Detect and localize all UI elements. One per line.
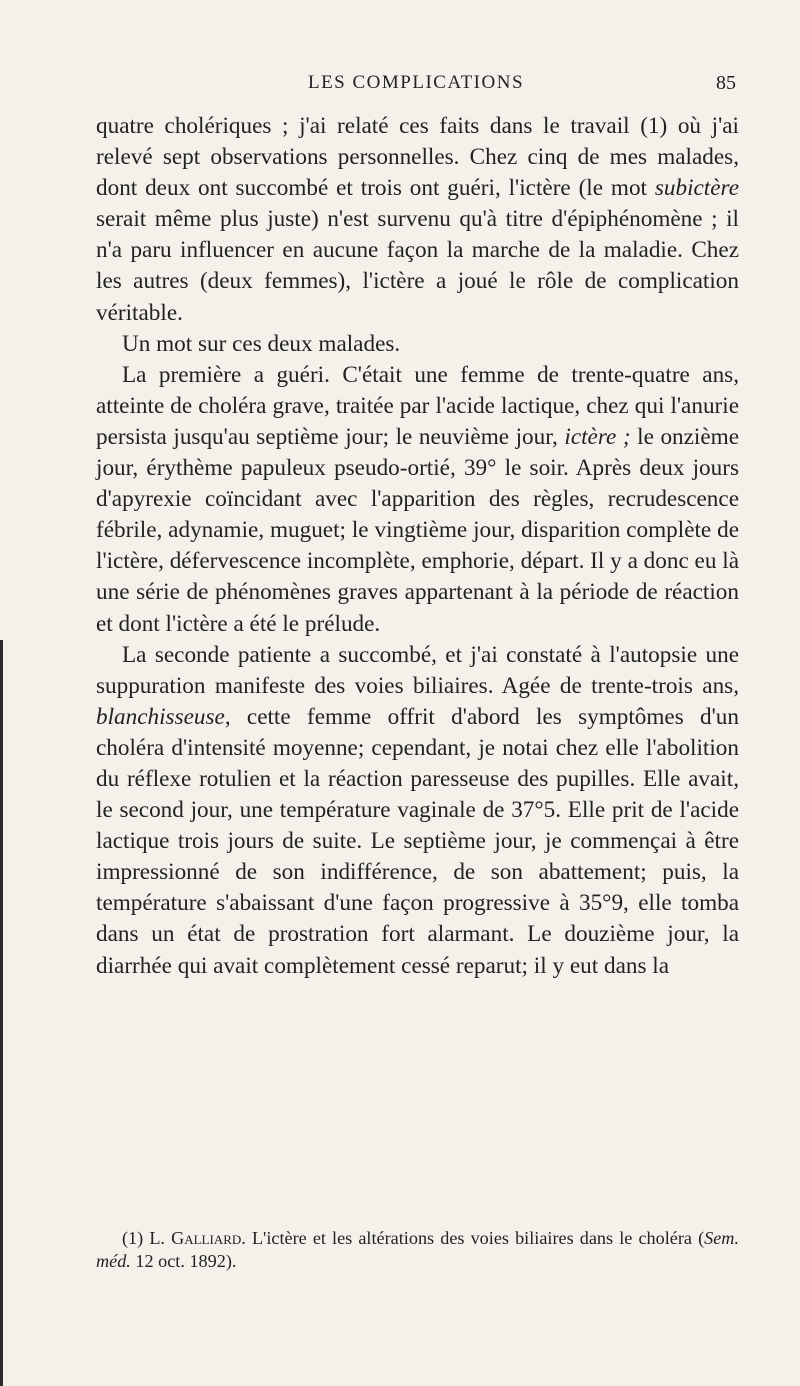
body-text — [96, 111, 739, 982]
text-run: (1) L. — [122, 1228, 172, 1248]
paragraph — [96, 111, 739, 329]
text-run: , cette femme offrit d'abord les symptômes d'un choléra d'intensité moyenne; cependant, je notai chez elle l'abolition du réflexe rotulien et la réaction paresseuse des pupilles. Elle avait, le second jour, une température vaginale de 37°5. Elle prit de l'acide lactique trois jours de suite. Le septième jour, je commençai à être impressionné de son indifférence, de son abattement; puis, la température s'abaissant d'une façon progressive à 35°9, elle tomba dans un état de prostration fort alarmant. Le douzième jour, la diarrhée qui avait complètement cessé reparut; il y eut dans la — [96, 703, 739, 979]
text-run: quatre cholériques ; j'ai relaté ces faits dans le travail (1) où j'ai relevé sept observations personnelles. Chez cinq de mes malades, dont deux ont succombé et trois ont guéri, l'ictère (le mot — [96, 113, 739, 202]
italic-text: ictère ; — [564, 423, 631, 450]
footnote — [96, 1227, 739, 1273]
text-run: Un mot sur ces deux malades. — [122, 330, 401, 357]
italic-text: Sem. méd. — [96, 1228, 739, 1271]
text-run: 12 oct. 1892). — [130, 1251, 237, 1271]
page-number: 85 — [716, 72, 736, 94]
text-run: La première a guéri. C'était une femme de trente-quatre ans, atteinte de choléra grave, traitée par l'acide lactique, chez qui l'anurie persista jusqu'au septième jour; le neuvième jour, — [96, 361, 739, 450]
paragraph — [96, 360, 739, 640]
italic-text: subictère — [654, 175, 739, 202]
author-name: Galliard — [171, 1228, 242, 1248]
text-run: La seconde patiente a succombé, et j'ai constaté à l'autopsie une suppuration manifeste des voies biliaires. Agée de trente-trois ans, — [96, 641, 739, 699]
paragraph — [96, 329, 739, 360]
paragraph — [96, 640, 739, 982]
page-edge-line — [0, 640, 3, 1386]
running-title: LES COMPLICATIONS — [307, 72, 525, 93]
text-run: le onzième jour, érythème papuleux pseudo-ortié, 39° le soir. Après deux jours d'apyrexie coïncidant avec l'apparition des règles, recrudescence fébrile, adynamie, muguet; le vingtième jour, disparition complète de l'ictère, défervescence incomplète, emphorie, départ. Il y a donc eu là une série de phénomènes graves appartenant à la période de réaction et dont l'ictère a été le prélude. — [96, 423, 739, 637]
running-header — [96, 72, 736, 102]
text-run: . L'ictère et les altérations des voies biliaires dans le choléra ( — [241, 1228, 705, 1248]
text-run: serait même plus juste) n'est survenu qu'à titre d'épiphénomène ; il n'a paru influencer en aucune façon la marche de la maladie. Chez les autres (deux femmes), l'ictère a joué le rôle de complication véritable. — [96, 206, 739, 326]
italic-text: blanchisseuse — [96, 703, 225, 730]
